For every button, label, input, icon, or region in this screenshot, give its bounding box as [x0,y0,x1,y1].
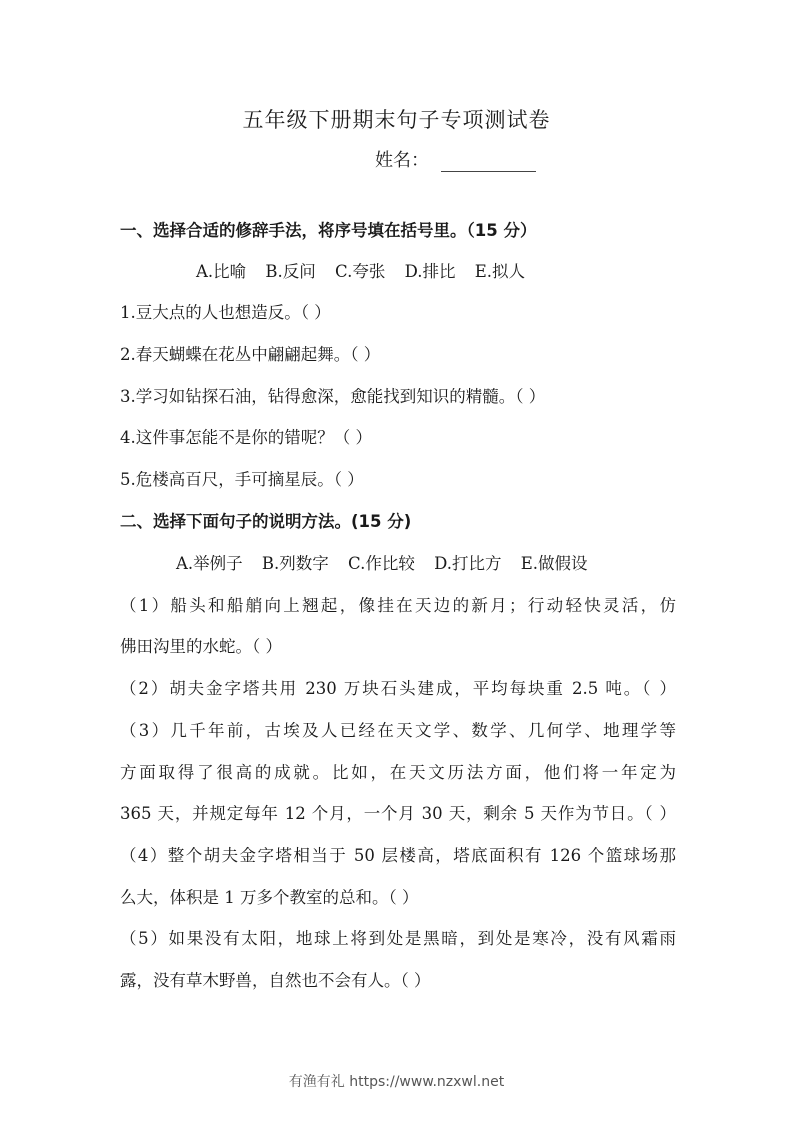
question-2: 2.春天蝴蝶在花丛中翩翩起舞。（ ） [120,345,381,364]
item-5-line-1: （5）如果没有太阳，地球上将到处是黑暗，到处是寒冷，没有风霜雨 [120,929,676,948]
option-a: A.举例子 [176,554,243,573]
option-e: E.拟人 [474,262,526,281]
item-1-line-1: （1）船头和船艄向上翘起，像挂在天边的新月；行动轻快灵活，仿 [120,596,676,615]
question-4: 4.这件事怎能不是你的错呢？（ ） [120,428,372,447]
option-d: D.排比 [404,262,456,281]
question-3: 3.学习如钻探石油，钻得愈深，愈能找到知识的精髓。（ ） [120,387,546,406]
option-b: B.反问 [265,262,316,281]
footer-watermark: 有渔有礼 https://www.nzxwl.net [288,1074,505,1090]
item-3-line-2: 方面取得了很高的成就。比如，在天文历法方面，他们将一年定为 [120,763,676,782]
option-c: C.作比较 [348,554,415,573]
section-1-options [196,261,539,283]
section-2-heading: 二、选择下面句子的说明方法。(15 分) [120,512,412,531]
name-field-row [375,146,536,172]
option-d: D.打比方 [434,554,502,573]
item-4-line-2: 么大，体积是 1 万多个教室的总和。（ ） [120,888,419,907]
section-2-options [176,553,602,575]
question-1: 1.豆大点的人也想造反。（ ） [120,303,331,322]
item-5-line-2: 露，没有草木野兽，自然也不会有人。（ ） [120,971,431,990]
question-5: 5.危楼高百尺，手可摘星辰。（ ） [120,470,364,489]
item-1-line-2: 佛田沟里的水蛇。（ ） [120,637,282,656]
section-1-heading: 一、选择合适的修辞手法，将序号填在括号里。（15 分） [120,221,537,240]
page-title: 五年级下册期末句子专项测试卷 [242,108,551,132]
item-4-line-1: （4）整个胡夫金字塔相当于 50 层楼高，塔底面积有 126 个篮球场那 [120,846,676,865]
name-blank-line[interactable] [441,153,536,172]
option-e: E.做假设 [520,554,588,573]
option-b: B.列数字 [261,554,329,573]
option-a: A.比喻 [196,262,247,281]
item-3-line-3: 365 天，并规定每年 12 个月，一个月 30 天，剩余 5 天作为节日。（ ） [120,804,676,823]
item-3-line-1: （3）几千年前，古埃及人已经在天文学、数学、几何学、地理学等 [120,721,676,740]
item-2-line-1: （2）胡夫金字塔共用 230 万块石头建成，平均每块重 2.5 吨。（ ） [120,679,676,698]
name-label: 姓名： [375,150,429,171]
option-c: C.夸张 [335,262,386,281]
